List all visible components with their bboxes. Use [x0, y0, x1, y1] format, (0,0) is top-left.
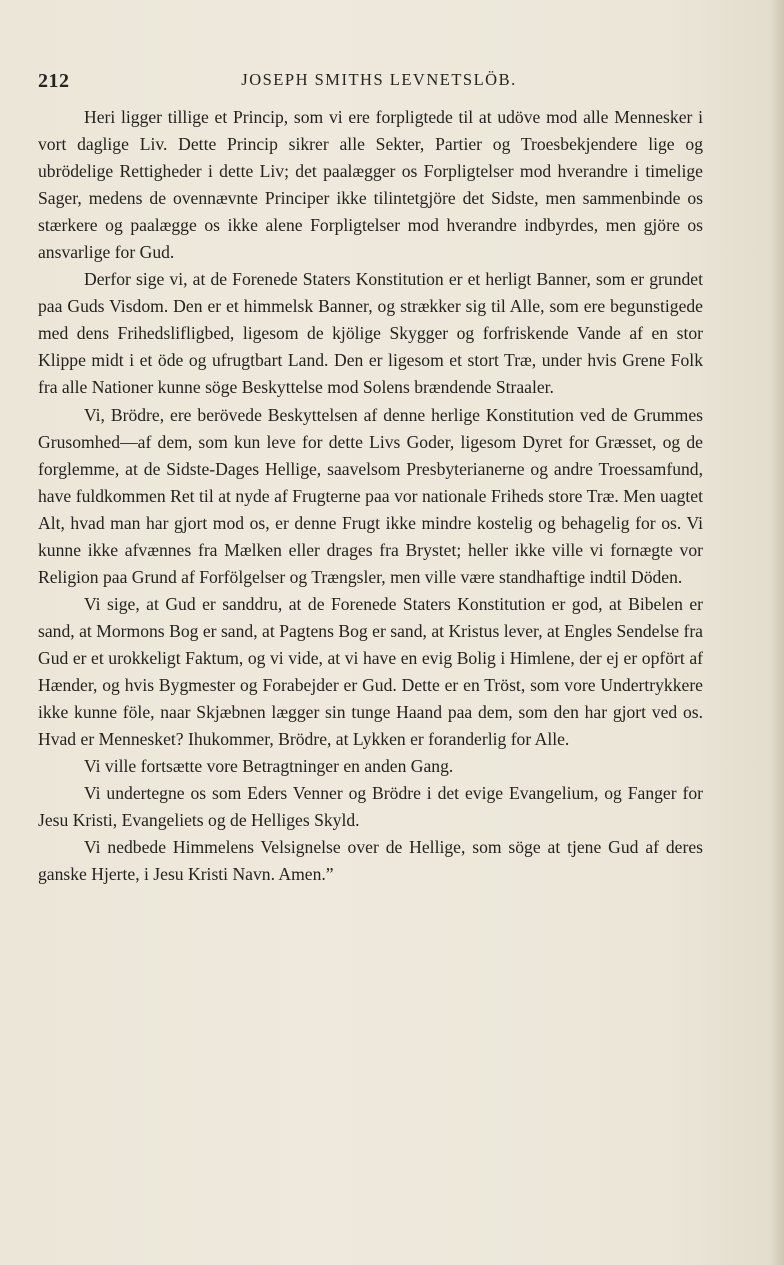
paragraph: Vi sige, at Gud er sanddru, at de Forenede Staters Konstitution er god, at Bibelen er sand, at Mormons Bog er sand, at Pagtens Bog er sand, at Kristus lever, at Engles Sendelse fra Gud er et urokkeligt Faktum, og vi vide, at vi have en evig Bolig i Himlene, der ej er opfört af Hænder, og hvis Bygmester og Forabejder er Gud. Dette er en Tröst, som vore Undertrykkere ikke kunne föle, naar Skjæbnen lægger sin tunge Haand paa dem, som den har gjort ved os. Hvad er Mennesket? Ihukommer, Brödre, at Lykken er foranderlig for Alle. — [38, 593, 703, 750]
running-title: JOSEPH SMITHS LEVNETSLÖB. — [241, 70, 517, 89]
paragraph: Heri ligger tillige et Princip, som vi ere forpligtede til at udöve mod alle Mennesker i vort daglige Liv. Dette Princip sikrer alle Sekter, Partier og Troesbekjendere lige og ubrödelige Rettigheder i dette Liv; det paalægger os Forpligtelser mod hverandre i timelige Sager, medens de ovennævnte Principer ikke tilintetgjöre det Sidste, men sammenbinde os stærkere og paalægge os ikke alene Forpligtelser mod hverandre indbyrdes, men gjöre os ansvarlige for Gud. — [38, 107, 703, 263]
paragraph: Derfor sige vi, at de Forenede Staters Konstitution er et herligt Banner, som er grundet paa Guds Visdom. Den er et himmelsk Banner, og strækker sig til Alle, som ere begunstigede med dens Frihedslifligbed, ligesom de kjölige Skygger og forfriskende Vande af en stor Klippe midt i et öde og ufrugtbart Land. Den er ligesom et stort Træ, under hvis Grene Folk fra alle Nationer kunne söge Beskyttelse mod Solens brændende Straaler. — [38, 269, 703, 398]
page-header — [38, 64, 720, 94]
page-number: 212 — [38, 70, 70, 92]
body-text — [38, 104, 703, 888]
paragraph: Vi undertegne os som Eders Venner og Brödre i det evige Evangelium, og Fanger for Jesu Kristi, Evangeliets og de Helliges Skyld. — [38, 783, 703, 831]
paragraph: Vi, Brödre, ere berövede Beskyttelsen af denne herlige Konstitution ved de Grummes Grusomhed—af dem, som kun leve for dette Livs Goder, ligesom Dyret for Græsset, og de forglemme, at de Sidste-Dages Hellige, saavelsom Presbyterianerne og andre Troessamfund, have fuldkommen Ret til at nyde af Frugterne paa vor nationale Friheds store Træ. Men uagtet Alt, hvad man har gjort mod os, er denne Frugt ikke mindre kostelig og behagelig for os. Vi kunne ikke afvænnes fra Mælken eller drages fra Brystet; heller ikke ville vi fornægte vor Religion paa Grund af Forfölgelser og Trængsler, men ville være standhaftige indtil Döden. — [38, 404, 703, 587]
paragraph: Vi ville fortsætte vore Betragtninger en anden Gang. — [84, 756, 454, 777]
page-edge-shadow — [770, 0, 784, 1265]
paragraph: Vi nedbede Himmelens Velsignelse over de Hellige, som söge at tjene Gud af deres ganske Hjerte, i Jesu Kristi Navn. Amen.” — [38, 837, 703, 885]
